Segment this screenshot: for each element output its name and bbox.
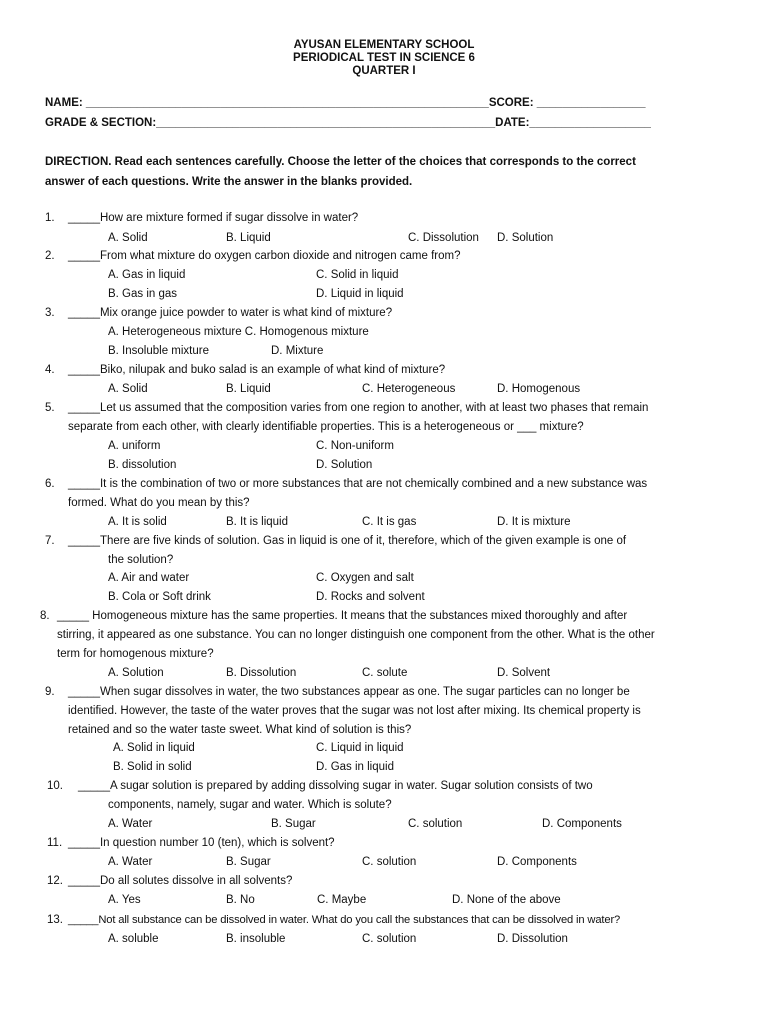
question-text-line-1: _____When sugar dissolves in water, the two substances appear as one. The sugar particles can no longer be (68, 686, 630, 698)
choice-d: D. Homogenous (497, 383, 581, 395)
choice-c: C. Heterogeneous (362, 383, 456, 395)
question-number: 13. (47, 914, 63, 926)
choice-c: C. solution (362, 933, 417, 945)
question-number: 3. (45, 307, 55, 319)
choice-b: B. Solid in solid (113, 761, 192, 773)
choice-a: A. Solid (108, 383, 148, 395)
choice-c: C. Non-uniform (316, 440, 394, 452)
question-number: 4. (45, 364, 55, 376)
choice-b: B. Dissolution (226, 667, 297, 679)
choice-c: C. Oxygen and salt (316, 572, 414, 584)
choice-a: A. Yes (108, 894, 141, 906)
choice-b: B. dissolution (108, 459, 177, 471)
choice-d: D. Solution (316, 459, 373, 471)
choice-d: D. It is mixture (497, 516, 571, 528)
question-text-line-1: _____ Homogeneous mixture has the same properties. It means that the substances mixed thoroughly and after (57, 610, 628, 622)
question-text-line-1: _____A sugar solution is prepared by adding dissolving sugar in water. Sugar solution consists of two (78, 780, 593, 792)
question-number: 1. (45, 212, 55, 224)
question-text: _____Biko, nilupak and buko salad is an example of what kind of mixture? (68, 364, 446, 376)
question-text: _____Not all substance can be dissolved in water. What do you call the substances that can be dissolved in water? (68, 914, 621, 926)
question-text-line-2: the solution? (108, 554, 174, 566)
choice-a: A. soluble (108, 933, 159, 945)
quarter-label: QUARTER I (352, 65, 416, 77)
question-text-line-2: stirring, it appeared as one substance. You can no longer distinguish one component from the other. What is the other (57, 629, 655, 641)
choice-b: B. insoluble (226, 933, 286, 945)
choice-d: D. None of the above (452, 894, 561, 906)
direction-line-2: answer of each questions. Write the answer in the blanks provided. (45, 176, 413, 188)
direction-line-1: DIRECTION. Read each sentences carefully. Choose the letter of the choices that corresponds to the correct (45, 156, 636, 168)
choice-c: C. Maybe (317, 894, 367, 906)
choice-d: D. Solution (497, 232, 554, 244)
choice-d: D. Components (542, 818, 622, 830)
choice-b: B. Gas in gas (108, 288, 178, 300)
choice-b: B. No (226, 894, 255, 906)
question-text: _____Do all solutes dissolve in all solvents? (68, 875, 293, 887)
choice-a: A. Water (108, 856, 153, 868)
choice-c: C. It is gas (362, 516, 417, 528)
question-text-line-1: _____There are five kinds of solution. Gas in liquid is one of it, therefore, which of the given example is one of (68, 535, 627, 547)
school-name: AYUSAN ELEMENTARY SCHOOL (293, 39, 475, 51)
question-text: _____From what mixture do oxygen carbon dioxide and nitrogen came from? (68, 250, 461, 262)
question-number: 11. (47, 837, 63, 849)
choice-c: C. solution (408, 818, 463, 830)
choice-b: B. Cola or Soft drink (108, 591, 211, 603)
choice-b: B. Insoluble mixture (108, 345, 209, 357)
question-number: 7. (45, 535, 55, 547)
name-score-line: NAME: _______________________________________________________________SCORE: _________________ (45, 97, 646, 109)
choice-a: A. Water (108, 818, 153, 830)
choice-a: A. uniform (108, 440, 161, 452)
test-title: PERIODICAL TEST IN SCIENCE 6 (293, 52, 475, 64)
choice-c: C. Dissolution (408, 232, 479, 244)
choice-a: A. It is solid (108, 516, 167, 528)
choice-a: A. Solution (108, 667, 164, 679)
grade-date-line: GRADE & SECTION:_____________________________________________________DATE:___________________ (45, 117, 651, 129)
choice-d: D. Gas in liquid (316, 761, 394, 773)
question-text-line-2: separate from each other, with clearly identifiable properties. This is a heterogeneous or ___ mixture? (68, 421, 584, 433)
choice-c: C. Liquid in liquid (316, 742, 404, 754)
choice-a: A. Gas in liquid (108, 269, 186, 281)
choice-a: A. Solid (108, 232, 148, 244)
question-text: _____In question number 10 (ten), which is solvent? (68, 837, 335, 849)
question-text-line-3: retained and so the water taste sweet. What kind of solution is this? (68, 724, 412, 736)
question-text-line-2: components, namely, sugar and water. Which is solute? (108, 799, 392, 811)
choice-c: C. solute (362, 667, 408, 679)
question-text-line-2: formed. What do you mean by this? (68, 497, 250, 509)
choice-a: A. Air and water (108, 572, 190, 584)
choice-d: D. Components (497, 856, 577, 868)
choice-b: B. It is liquid (226, 516, 288, 528)
choice-d: D. Mixture (271, 345, 324, 357)
choice-b: B. Liquid (226, 232, 271, 244)
question-text: _____How are mixture formed if sugar dissolve in water? (68, 212, 359, 224)
question-text-line-1: _____It is the combination of two or more substances that are not chemically combined and a new substance was (68, 478, 648, 490)
choice-b: B. Sugar (271, 818, 316, 830)
question-number: 10. (47, 780, 63, 792)
question-text-line-3: term for homogenous mixture? (57, 648, 214, 660)
choice-c: C. Solid in liquid (316, 269, 399, 281)
question-number: 8. (40, 610, 50, 622)
choice-b: B. Liquid (226, 383, 271, 395)
question-number: 5. (45, 402, 55, 414)
choice-d: D. Rocks and solvent (316, 591, 425, 603)
choice-d: D. Dissolution (497, 933, 568, 945)
question-text-line-2: identified. However, the taste of the water proves that the sugar was not lost after mixing. Its chemical property is (68, 705, 641, 717)
choice-d: D. Liquid in liquid (316, 288, 404, 300)
question-number: 6. (45, 478, 55, 490)
question-text-line-1: _____Let us assumed that the composition varies from one region to another, with at least two phases that remain (68, 402, 649, 414)
choice-b: B. Sugar (226, 856, 271, 868)
question-number: 9. (45, 686, 55, 698)
question-number: 12. (47, 875, 63, 887)
choice-d: D. Solvent (497, 667, 551, 679)
choice-a-and-c: A. Heterogeneous mixture C. Homogenous mixture (108, 326, 369, 338)
question-number: 2. (45, 250, 55, 262)
question-text: _____Mix orange juice powder to water is what kind of mixture? (68, 307, 393, 319)
choice-a: A. Solid in liquid (113, 742, 195, 754)
choice-c: C. solution (362, 856, 417, 868)
